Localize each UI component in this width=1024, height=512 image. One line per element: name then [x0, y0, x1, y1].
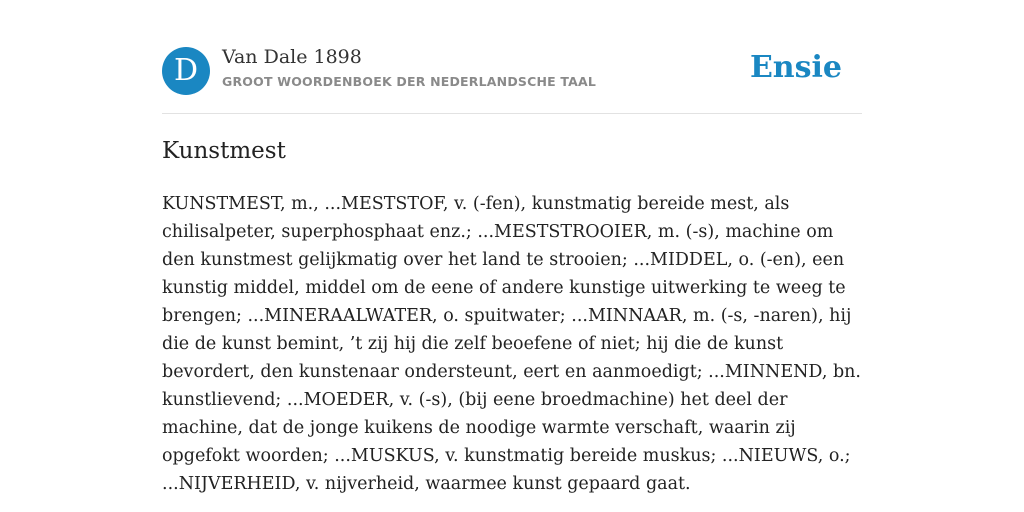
source-avatar[interactable]: D	[162, 47, 210, 95]
dictionary-card	[162, 0, 862, 512]
definition-text: KUNSTMEST, m., ...MESTSTOF, v. (-fen), kunstmatig bereide mest, als chilisalpeter, superphosphaat enz.; ...MESTSTROOIER, m. (-s), machine om den kunstmest gelijkmatig over het land te strooien; ...MIDDEL, o. (-en), een kunstig middel, middel om de eene of andere kunstige uitwerking te weeg te brengen; ...MINERAALWATER, o. spuitwater; ...MINNAAR, m. (-s, -naren), hij die de kunst bemint, ’t zij hij die zelf beoefene of niet; hij die de kunst bevordert, den kunstenaar ondersteunt, eert en aanmoedigt; ...MINNEND, bn. kunstlievend; ...MOEDER, v. (-s), (bij eene broedmachine) het deel der machine, dat de jonge kuikens de noodige warmte verschaft, waarin zij opgefokt woorden; ...MUSKUS, v. kunstmatig bereide muskus; ...NIEUWS, o.; ...NIJVERHEID, v. nijverheid, waarmee kunst gepaard gaat.	[162, 194, 861, 494]
source-title[interactable]: Van Dale 1898	[222, 46, 362, 68]
header-divider	[162, 113, 862, 114]
source-header	[162, 45, 862, 97]
page-title: Kunstmest	[162, 138, 286, 164]
ensie-logo[interactable]: Ensie	[749, 50, 842, 85]
source-subtitle: GROOT WOORDENBOEK DER NEDERLANDSCHE TAAL	[222, 74, 597, 89]
